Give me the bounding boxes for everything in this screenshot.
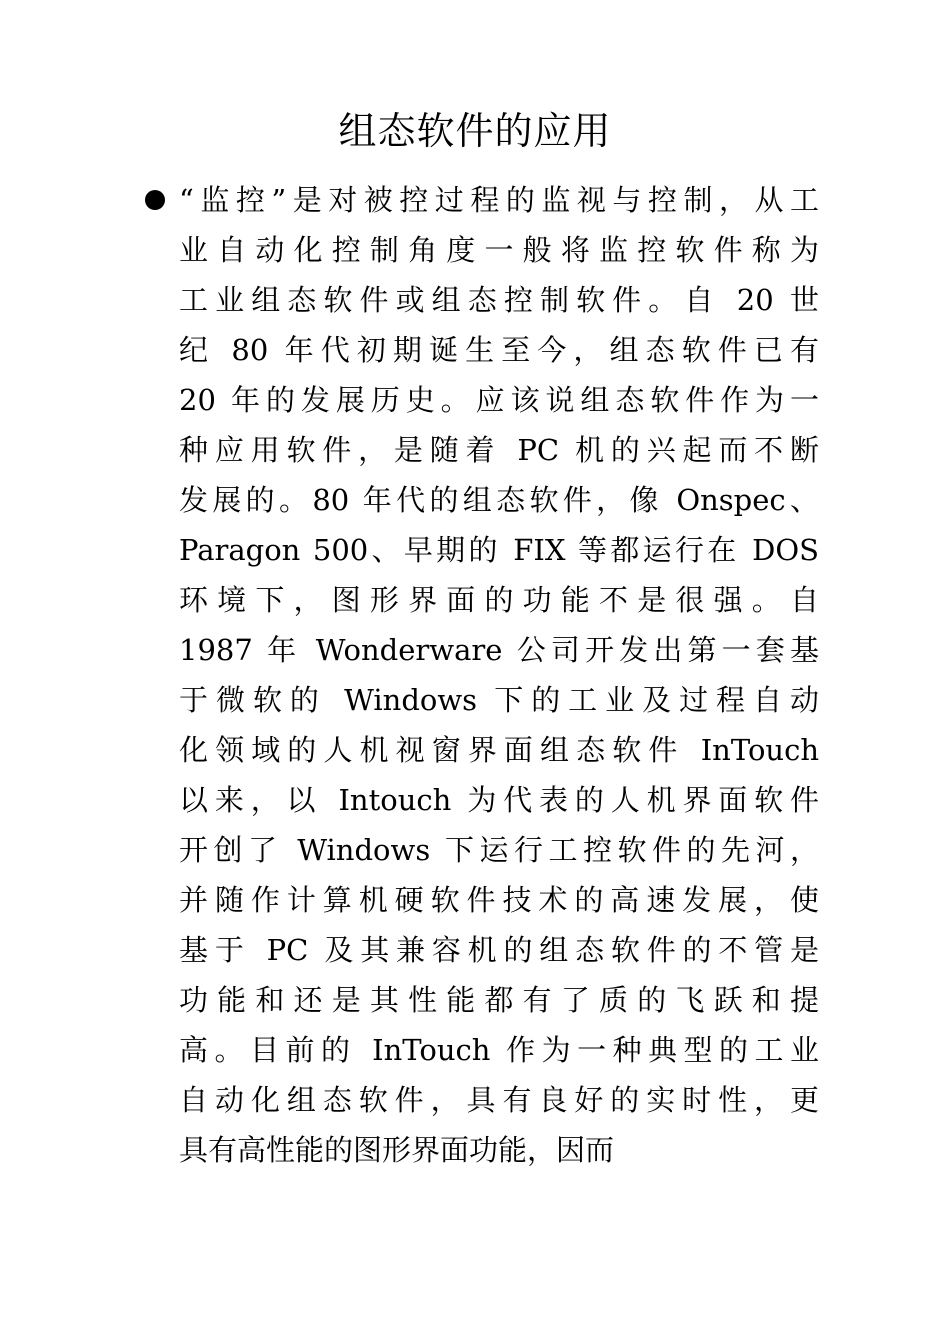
paragraph-line: 1987 年 Wonderware 公司开发出第一套基	[179, 633, 819, 667]
paragraph-line: 以来，以 Intouch 为代表的人机界面软件	[179, 783, 819, 817]
paragraph-line: 环境下，图形界面的功能不是很强。自	[179, 583, 819, 617]
paragraph-line: 于微软的 Windows 下的工业及过程自动	[179, 683, 819, 717]
paragraph-line: 20 年的发展历史。应该说组态软件作为一	[179, 383, 819, 417]
page-title: 组态软件的应用	[338, 109, 612, 153]
paragraph-line: Paragon 500、早期的 FIX 等都运行在 DOS	[179, 533, 819, 567]
paragraph-line: 高。目前的 InTouch 作为一种典型的工业	[179, 1033, 819, 1067]
bullet-dot	[145, 190, 165, 210]
paragraph-line: 开创了 Windows 下运行工控软件的先河，	[179, 833, 819, 867]
paragraph-line: 种应用软件，是随着 PC 机的兴起而不断	[179, 433, 819, 467]
paragraph-line: 业自动化控制角度一般将监控软件称为	[179, 233, 819, 267]
paragraph-line: 工业组态软件或组态控制软件。自 20 世	[179, 283, 819, 317]
paragraph-line: 并随作计算机硬软件技术的高速发展，使	[179, 883, 819, 917]
paragraph-line: 发展的。80 年代的组态软件，像 Onspec、	[179, 483, 819, 517]
paragraph-line: 化领域的人机视窗界面组态软件 InTouch	[179, 733, 819, 767]
paragraph-line: 功能和还是其性能都有了质的飞跃和提	[179, 983, 819, 1017]
paragraph-line: 自动化组态软件，具有良好的实时性，更	[179, 1083, 819, 1117]
paragraph-line: 基于 PC 及其兼容机的组态软件的不管是	[179, 933, 819, 967]
paragraph-line: 纪 80 年代初期诞生至今，组态软件已有	[179, 333, 819, 367]
paragraph-line: 具有高性能的图形界面功能，因而	[179, 1133, 615, 1167]
bullet-paragraph	[179, 175, 819, 1175]
paragraph-line: “监控”是对被控过程的监视与控制，从工	[179, 183, 819, 217]
